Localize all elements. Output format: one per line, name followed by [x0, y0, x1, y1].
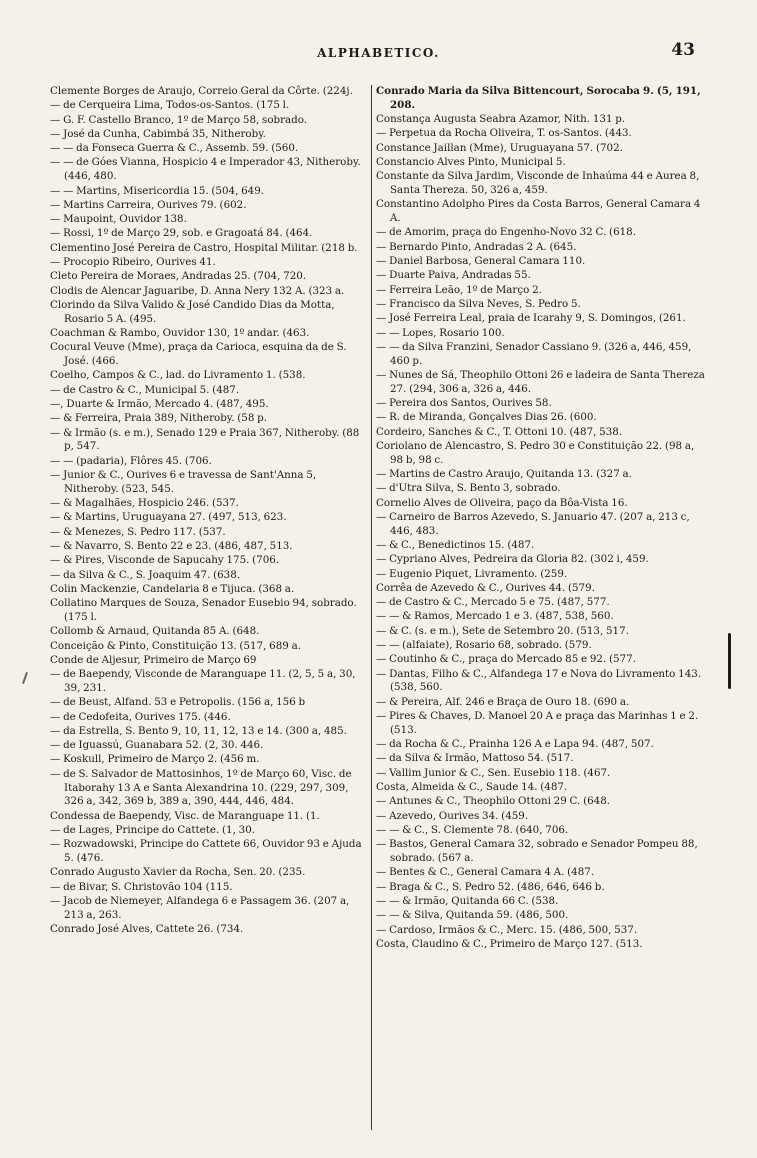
directory-entry: Conceição & Pinto, Constituição 13. (517, 689 a. — [50, 639, 301, 652]
directory-entry: — — de Góes Vianna, Hospicio 4 e Imperador 43, Nitheroby. (446, 480. — [50, 156, 361, 183]
directory-entry: — Junior & C., Ourives 6 e travessa de Sant'Anna 5, Nitheroby. (523, 545. — [50, 469, 317, 495]
directory-entry: — Vallim Junior & C., Sen. Eusebio 118. (467. — [376, 766, 611, 779]
directory-entry: — Cardoso, Irmãos & C., Merc. 15. (486, 500, 537. — [376, 923, 638, 936]
directory-entry: Collatino Marques de Souza, Senador Eusebio 94, sobrado. (175 l. — [50, 597, 357, 623]
directory-entry: Conrado Maria da Silva Bittencourt, Sorocaba 9. (5, 191, 208. — [376, 85, 701, 111]
directory-entry: — Azevedo, Ourives 34. (459. — [376, 809, 529, 822]
margin-tick — [22, 672, 28, 684]
directory-entry: Constantino Adolpho Pires da Costa Barros, General Camara 4 A. — [376, 198, 701, 225]
directory-entry: — & Menezes, S. Pedro 117. (537. — [50, 525, 226, 538]
page-number: 43 — [671, 40, 695, 60]
directory-entry: — de Cedofeita, Ourives 175. (446. — [50, 710, 231, 723]
directory-entry: Cleto Pereira de Moraes, Andradas 25. (704, 720. — [50, 270, 307, 283]
directory-entry: — de Amorim, praça do Engenho-Novo 32 C. (618. — [376, 226, 636, 239]
directory-entry: — & Pires, Visconde de Sapucahy 175. (706. — [50, 554, 280, 567]
directory-entry: — d'Utra Silva, S. Bento 3, sobrado. — [376, 482, 561, 495]
directory-entry: — Procopio Ribeiro, Ourives 41. — [50, 256, 216, 269]
directory-entry: — & Navarro, S. Bento 22 e 23. (486, 487, 513. — [50, 540, 293, 552]
directory-entry: — Pires & Chaves, D. Manoel 20 A e praça das Marinhas 1 e 2. (513. — [376, 710, 699, 736]
directory-entry: — Bastos, General Camara 32, sobrado e Senador Pompeu 88, sobrado. (567 a. — [376, 838, 698, 865]
directory-entry: — de Beust, Alfand. 53 e Petropolis. (156 a, 156 b — [50, 696, 306, 709]
directory-entry: Clodis de Alencar Jaguaribe, D. Anna Nery 132 A. (323 a. — [50, 284, 345, 297]
directory-entry: Conde de Aljesur, Primeiro de Março 69 — [50, 653, 257, 666]
directory-entry: — José Ferreira Leal, praia de Icarahy 9, S. Domingos, (261. — [376, 312, 686, 325]
right-column — [376, 85, 706, 1135]
directory-entry: — & Pereira, Alf. 246 e Braça de Ouro 18. (690 a. — [376, 695, 630, 708]
directory-entry: — R. de Miranda, Gonçalves Dias 26. (600. — [376, 411, 597, 424]
directory-entry: Collomb & Arnaud, Quitanda 85 A. (648. — [50, 625, 260, 638]
directory-entry: — Maupoint, Ouvidor 138. — [50, 213, 187, 226]
page-header — [0, 40, 757, 66]
directory-entry: Conrado Augusto Xavier da Rocha, Sen. 20. (235. — [50, 866, 306, 879]
directory-entry: — Cypriano Alves, Pedreira da Gloria 82. (302 i, 459. — [376, 553, 649, 566]
directory-entry: — Daniel Barbosa, General Camara 110. — [376, 255, 586, 268]
directory-entry: — Pereira dos Santos, Ourives 58. — [376, 397, 552, 410]
directory-entry: — G. F. Castello Branco, 1º de Março 58, sobrado. — [50, 113, 308, 126]
directory-entry: — Eugenio Piquet, Livramento. (259. — [376, 567, 568, 580]
page-title: ALPHABETICO. — [317, 46, 440, 60]
directory-entry: — — (padaria), Flôres 45. (706. — [50, 454, 212, 467]
directory-entry: Constante da Silva Jardim, Visconde de Inhaúma 44 e Aurea 8, Santa Thereza. 50, 326 a, 459. — [376, 170, 700, 197]
directory-entry: — da Silva & Irmão, Mattoso 54. (517. — [376, 752, 574, 765]
directory-entry: — & Magalhães, Hospicio 246. (537. — [50, 497, 239, 510]
directory-entry: — Carneiro de Barros Azevedo, S. Januario 47. (207 a, 213 c, 446, 483. — [376, 510, 690, 537]
directory-entry: — de Castro & C., Municipal 5. (487. — [50, 383, 240, 396]
directory-entry: — — da Fonseca Guerra & C., Assemb. 59. (560. — [50, 142, 299, 155]
directory-entry: — Nunes de Sá, Theophilo Ottoni 26 e ladeira de Santa Thereza 27. (294, 306 a, 326 a, 446. — [376, 368, 705, 395]
directory-entry: — da Silva & C., S. Joaquim 47. (638. — [50, 568, 241, 581]
directory-entry: — José da Cunha, Cabimbá 35, Nitheroby. — [50, 127, 266, 140]
directory-entry: — da Estrella, S. Bento 9, 10, 11, 12, 13 e 14. (300 a, 485. — [50, 724, 347, 737]
directory-entry: — — Lopes, Rosario 100. — [376, 326, 505, 339]
directory-entry: — & Martins, Uruguayana 27. (497, 513, 623. — [50, 511, 287, 524]
directory-entry: — Braga & C., S. Pedro 52. (486, 646, 646 b. — [376, 880, 605, 893]
directory-entry: Cornelio Alves de Oliveira, paço da Bôa-Vista 16. — [376, 496, 628, 509]
directory-entry: — — & Silva, Quitanda 59. (486, 500. — [376, 909, 569, 922]
directory-entry: — Dantas, Filho & C., Alfandega 17 e Nova do Livramento 143. (538, 560. — [376, 667, 702, 694]
directory-entry: — — Martins, Misericordia 15. (504, 649. — [50, 184, 265, 197]
directory-entry: — Ferreira Leão, 1º de Março 2. — [376, 283, 542, 296]
directory-entry: Coriolano de Alencastro, S. Pedro 30 e Constituição 22. (98 a, 98 b, 98 c. — [376, 439, 695, 466]
directory-entry: — Perpetua da Rocha Oliveira, T. os-Santos. (443. — [376, 127, 632, 140]
directory-entry: — & Ferreira, Praia 389, Nitheroby. (58 p. — [50, 412, 268, 425]
directory-entry: Colin Mackenzie, Candelaria 8 e Tijuca. (368 a. — [50, 582, 295, 595]
directory-entry: — Rossi, 1º de Março 29, sob. e Gragoatá 84. (464. — [50, 227, 313, 240]
directory-entry: — Martins Carreira, Ourives 79. (602. — [50, 198, 247, 211]
directory-entry: — Antunes & C., Theophilo Ottoni 29 C. (648. — [376, 795, 611, 808]
directory-entry: Clemente Borges de Araujo, Correio Geral da Côrte. (224j. — [50, 85, 353, 97]
directory-entry: Clementino José Pereira de Castro, Hospital Militar. (218 b. — [50, 241, 358, 254]
directory-entry: Costa, Almeida & C., Saude 14. (487. — [376, 781, 568, 794]
directory-entry: — de Cerqueira Lima, Todos-os-Santos. (175 l. — [50, 99, 290, 112]
directory-entry: Cocural Veuve (Mme), praça da Carioca, esquina da de S. José. (466. — [50, 341, 347, 368]
directory-entry: — de Baependy, Visconde de Maranguape 11. (2, 5, 5 a, 30, 39, 231. — [50, 668, 356, 694]
directory-entry: —, Duarte & Irmão, Mercado 4. (487, 495. — [50, 398, 269, 411]
directory-entry: — — & Irmão, Quitanda 66 C. (538. — [376, 894, 559, 907]
directory-entry: — Jacob de Niemeyer, Alfandega 6 e Passagem 36. (207 a, 213 a, 263. — [50, 894, 350, 921]
directory-entry: — de Castro & C., Mercado 5 e 75. (487, 577. — [376, 596, 610, 609]
margin-mark — [728, 633, 731, 689]
directory-entry: — & Irmão (s. e m.), Senado 129 e Praia 367, Nitheroby. (88 p, 547. — [50, 426, 360, 453]
directory-entry: — & C. (s. e m.), Sete de Setembro 20. (513, 517. — [376, 624, 629, 637]
directory-entry: — Koskull, Primeiro de Março 2. (456 m. — [50, 753, 260, 766]
directory-entry: — — & Ramos, Mercado 1 e 3. (487, 538, 560. — [376, 610, 614, 623]
directory-entry: Corrêa de Azevedo & C., Ourives 44. (579. — [376, 581, 595, 594]
directory-entry: Conrado José Alves, Cattete 26. (734. — [50, 923, 244, 936]
directory-entry: — — & C., S. Clemente 78. (640, 706. — [376, 823, 569, 836]
directory-entry: Condessa de Baependy, Visc. de Maranguape 11. (1. — [50, 809, 320, 822]
directory-entry: Costa, Claudino & C., Primeiro de Março 127. (513. — [376, 937, 643, 950]
column-divider — [371, 85, 372, 1130]
directory-entry: Clorindo da Silva Valido & José Candido Dias da Motta, Rosario 5 A. (495. — [50, 298, 335, 325]
directory-entry: — Martins de Castro Araujo, Quitanda 13. (327 a. — [376, 468, 632, 481]
directory-entry: — Rozwadowski, Principe do Cattete 66, Ouvidor 93 e Ajuda 5. (476. — [50, 838, 362, 865]
directory-entry: Coachman & Rambo, Ouvidor 130, 1º andar. (463. — [50, 327, 310, 340]
directory-entry: — Bernardo Pinto, Andradas 2 A. (645. — [376, 240, 577, 253]
directory-entry: Constance Jaillan (Mme), Uruguayana 57. (702. — [376, 141, 623, 154]
directory-entry: — — (alfaiate), Rosario 68, sobrado. (579. — [376, 639, 592, 652]
directory-entry: Cordeiro, Sanches & C., T. Ottoni 10. (487, 538. — [376, 425, 623, 438]
directory-entry: — Coutinho & C., praça do Mercado 85 e 92. (577. — [376, 653, 636, 666]
directory-entry: — da Rocha & C., Prainha 126 A e Lapa 94. (487, 507. — [376, 738, 654, 751]
directory-entry: Constancio Alves Pinto, Municipal 5. — [376, 155, 566, 168]
directory-entry: — de S. Salvador de Mattosinhos, 1º de Março 60, Visc. de Itaborahy 13 A e Santa Alexandrina 10. (229, 297, 309, 326 a, 342, 369 b, 389 a, 390, 444, 446, 484. — [50, 767, 352, 808]
left-column — [50, 85, 368, 1135]
directory-entry: — Francisco da Silva Neves, S. Pedro 5. — [376, 297, 581, 310]
directory-entry: — de Bivar, S. Christovão 104 (115. — [50, 880, 233, 893]
directory-entry: — Duarte Paiva, Andradas 55. — [376, 269, 531, 282]
directory-entry: Constança Augusta Seabra Azamor, Nith. 131 p. — [376, 113, 626, 126]
directory-entry: — de Iguassú, Guanabara 52. (2, 30. 446. — [50, 739, 264, 752]
directory-entry: — de Lages, Principe do Cattete. (1, 30. — [50, 823, 256, 836]
directory-entry: — Bentes & C., General Camara 4 A. (487. — [376, 866, 595, 879]
directory-entry: — — da Silva Franzini, Senador Cassiano 9. (326 a, 446, 459, 460 p. — [376, 340, 692, 367]
directory-entry: — & C., Benedictinos 15. (487. — [376, 539, 535, 551]
directory-entry: Coelho, Campos & C., lad. do Livramento 1. (538. — [50, 369, 306, 382]
